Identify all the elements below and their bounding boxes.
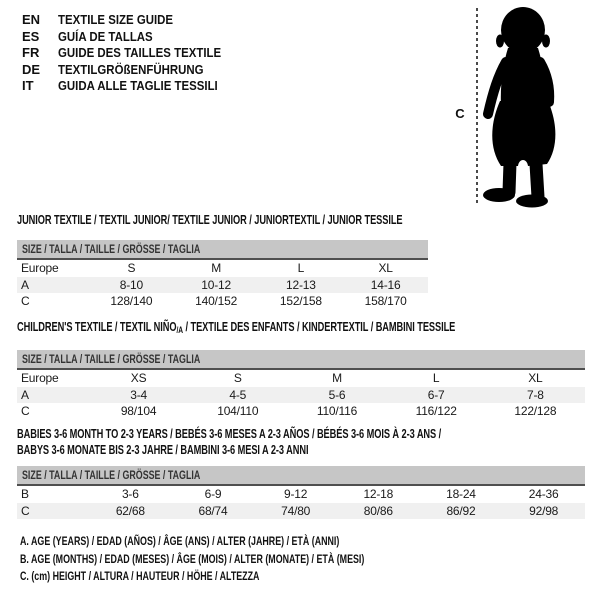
row-label-cell: C: [21, 503, 30, 518]
language-row-fr: [22, 45, 243, 62]
note-c: C. (cm) HEIGHT / ALTURA / HAUTEUR / HÖHE / ALTEZZA: [20, 569, 260, 583]
size-cell: XS: [130, 371, 147, 386]
size-table-section-babies: [17, 426, 585, 519]
height-cell: 62/68: [115, 503, 145, 518]
height-cell: 98/104: [120, 404, 157, 419]
age-cell: 6-7: [427, 387, 445, 402]
language-title: TEXTILGRÖßENFÜHRUNG: [58, 61, 204, 77]
age-cell: 5-6: [328, 387, 346, 402]
size-cell: M: [211, 261, 222, 276]
title-text: CHILDREN'S TEXTILE / TEXTIL NIÑO: [17, 320, 177, 334]
row-label-cell: B: [21, 487, 29, 502]
junior-size-table: [17, 260, 428, 310]
language-title: TEXTILE SIZE GUIDE: [58, 12, 174, 27]
table-title-babies: [17, 426, 585, 458]
age-cell: 12-18: [363, 487, 394, 502]
row-label-cell: Europe: [21, 371, 59, 386]
table-title-children: [17, 320, 456, 337]
age-cell: 3-4: [130, 387, 147, 402]
age-cell: 6-9: [204, 487, 222, 502]
children-size-table: [17, 370, 585, 420]
age-cell: 7-8: [527, 387, 544, 402]
height-cell: 80/86: [363, 503, 393, 518]
age-cell: 18-24: [446, 487, 476, 502]
height-cell: 158/170: [364, 294, 407, 309]
row-label-cell: A: [21, 277, 29, 292]
height-cell: 128/140: [110, 294, 153, 309]
age-cell: 10-12: [201, 277, 231, 292]
row-label-cell: C: [21, 404, 30, 419]
size-header-label: SIZE / TALLA / TAILLE / GRÖSSE / TAGLIA: [22, 352, 201, 366]
height-label-c: C: [455, 106, 465, 121]
size-cell: M: [332, 371, 342, 386]
legend-notes: [20, 533, 485, 586]
title-text: / TEXTILE DES ENFANTS / KINDERTEXTIL / BAMBINI TESSILE: [183, 320, 456, 334]
height-cell: 110/116: [316, 404, 358, 419]
height-cell: 152/158: [279, 294, 322, 309]
row-label-cell: A: [21, 387, 29, 402]
language-row-de: [22, 62, 243, 79]
size-cell: L: [297, 261, 305, 276]
height-cell: 104/110: [217, 404, 259, 419]
baby-silhouette-icon: [477, 6, 575, 208]
height-cell: 140/152: [195, 294, 238, 309]
table-row: [17, 370, 585, 387]
language-list: [22, 12, 243, 95]
size-table-section-junior: [17, 213, 428, 310]
height-cell: 74/80: [281, 503, 311, 518]
table-row: [17, 277, 428, 294]
height-cell: 68/74: [198, 503, 228, 518]
language-row-es: [22, 29, 243, 46]
language-code: ES: [22, 28, 40, 44]
age-cell: 12-13: [286, 277, 316, 292]
babies-size-table: [17, 486, 585, 519]
language-code: DE: [22, 61, 41, 77]
table-row: [17, 503, 585, 520]
language-row-en: [22, 12, 243, 29]
row-label-cell: Europe: [21, 261, 59, 276]
size-cell: S: [233, 371, 242, 386]
size-header-bar: [17, 350, 585, 370]
language-code: IT: [22, 78, 34, 93]
language-title: GUIDE DES TAILLES TEXTILE: [58, 45, 222, 60]
language-title: GUIDA ALLE TAGLIE TESSILI: [58, 78, 218, 93]
size-header-label: SIZE / TALLA / TAILLE / GRÖSSE / TAGLIA: [22, 468, 201, 482]
table-row: [17, 260, 428, 277]
height-cell: 116/122: [415, 404, 457, 419]
row-label-cell: C: [21, 294, 30, 309]
size-cell: XL: [528, 371, 543, 386]
title-subscript: /A: [176, 325, 184, 335]
language-code: FR: [22, 45, 40, 60]
size-cell: XL: [378, 261, 393, 276]
age-cell: 4-5: [229, 387, 247, 402]
note-a: A. AGE (YEARS) / EDAD (AÑOS) / ÂGE (ANS) / ALTER (JAHRE) / ETÀ (ANNI): [20, 534, 340, 548]
table-row: [17, 403, 585, 420]
size-table-section-children: [17, 320, 585, 420]
height-cell: 86/92: [446, 503, 476, 518]
size-header-bar: [17, 240, 428, 260]
age-cell: 3-6: [121, 487, 139, 502]
table-row: [17, 293, 428, 310]
size-cell: L: [432, 371, 440, 386]
table-title-junior: JUNIOR TEXTILE / TEXTIL JUNIOR/ TEXTILE JUNIOR / JUNIORTEXTIL / JUNIOR TESSILE: [17, 213, 403, 227]
age-cell: 24-36: [528, 487, 559, 502]
height-cell: 92/98: [529, 503, 559, 518]
age-cell: 8-10: [119, 277, 143, 292]
language-row-it: [22, 78, 243, 95]
size-header-label: SIZE / TALLA / TAILLE / GRÖSSE / TAGLIA: [22, 242, 201, 256]
language-title: GUÍA DE TALLAS: [58, 28, 153, 44]
table-row: [17, 486, 585, 503]
language-code: EN: [22, 12, 41, 27]
height-cell: 122/128: [514, 404, 557, 419]
age-cell: 14-16: [370, 277, 401, 292]
title-line: BABIES 3-6 MONTH TO 2-3 YEARS / BEBÉS 3-6 MESES A 2-3 AÑOS / BÉBÉS 3-6 MOIS À 2-3 ANS /: [17, 427, 442, 441]
title-line: BABYS 3-6 MONATE BIS 2-3 JAHRE / BAMBINI 3-6 MESI A 2-3 ANNI: [17, 443, 309, 457]
size-cell: S: [127, 261, 136, 276]
size-header-bar: [17, 466, 585, 486]
note-b: B. AGE (MONTHS) / EDAD (MESES) / ÂGE (MOIS) / ALTER (MONATE) / ETÀ (MESI): [20, 551, 365, 566]
age-cell: 9-12: [284, 487, 308, 502]
table-row: [17, 387, 585, 404]
